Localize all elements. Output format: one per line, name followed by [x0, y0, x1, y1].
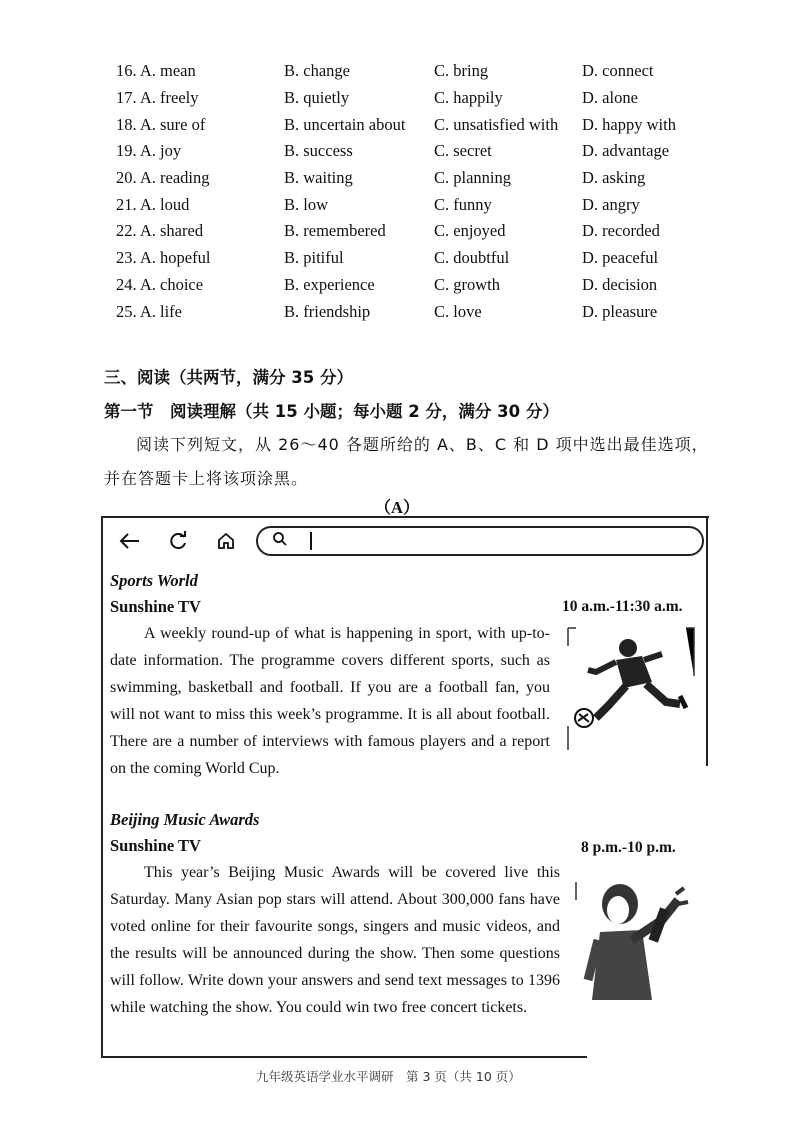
programme-title: Beijing Music Awards [110, 810, 260, 829]
option-row [116, 191, 756, 218]
option-c: C. happily [434, 88, 503, 108]
page-footer: 九年级英语学业水平调研 第 3 页（共 10 页） [256, 1069, 521, 1084]
option-row [116, 111, 756, 138]
option-c: C. enjoyed [434, 221, 506, 241]
text-caret [310, 532, 312, 550]
option-row [116, 165, 756, 192]
option-row [116, 272, 756, 299]
option-b: B. waiting [284, 168, 353, 188]
programme-time: 8 p.m.-10 p.m. [581, 839, 676, 856]
programme-title: Sports World [110, 571, 198, 590]
browser-toolbar [118, 526, 708, 556]
option-d: D. pleasure [582, 301, 658, 321]
option-d: D. alone [582, 88, 638, 108]
search-icon[interactable] [272, 531, 288, 551]
programme-channel: Sunshine TV [110, 836, 201, 855]
option-d: D. advantage [582, 141, 670, 161]
option-c: C. unsatisfied with [434, 114, 559, 134]
option-c: C. bring [434, 61, 489, 81]
option-a: 21. A. loud [116, 194, 190, 214]
option-a: 24. A. choice [116, 274, 204, 294]
option-d: D. asking [582, 168, 646, 188]
option-c: C. growth [434, 274, 500, 294]
section-subtitle: 第一节 阅读理解（共 15 小题；每小题 2 分，满分 30 分） [104, 402, 559, 421]
option-row [116, 58, 756, 85]
search-input[interactable] [298, 530, 692, 552]
option-c: C. planning [434, 168, 511, 188]
option-d: D. decision [582, 274, 658, 294]
option-a: 23. A. hopeful [116, 248, 211, 268]
option-b: B. success [284, 141, 353, 161]
programme-time: 10 a.m.-11:30 a.m. [562, 598, 683, 615]
option-c: C. love [434, 301, 482, 321]
option-d: D. recorded [582, 221, 660, 241]
option-b: B. change [284, 61, 350, 81]
option-b: B. uncertain about [284, 114, 406, 134]
frame-border-bottom [101, 1056, 587, 1058]
option-c: C. secret [434, 141, 492, 161]
option-row [116, 85, 756, 112]
option-a: 16. A. mean [116, 61, 196, 81]
option-b: B. friendship [284, 301, 371, 321]
option-a: 25. A. life [116, 301, 182, 321]
option-row [116, 245, 756, 272]
option-row [116, 218, 756, 245]
programme-channel: Sunshine TV [110, 597, 201, 616]
option-b: B. quietly [284, 88, 350, 108]
option-b: B. remembered [284, 221, 386, 241]
programme-description: This year’s Beijing Music Awards will be covered live this Saturday. Many Asian pop stars will attend. About 300,000 fans have voted online for their favourite songs, singers and music videos, and the results will be announced during the show. Then some questions will follow. Write down your answers and send text messages to 1396 while watching the show. You could win two free concert tickets. [110, 864, 560, 1016]
option-a: 19. A. joy [116, 141, 182, 161]
option-row [116, 298, 756, 325]
option-b: B. low [284, 194, 329, 214]
option-d: D. happy with [582, 114, 676, 134]
option-d: D. connect [582, 61, 654, 81]
option-a: 22. A. shared [116, 221, 204, 241]
refresh-icon[interactable] [166, 528, 190, 554]
option-d: D. peaceful [582, 248, 659, 268]
back-arrow-icon[interactable] [118, 528, 142, 554]
option-a: 18. A. sure of [116, 114, 206, 134]
programme-description: A weekly round-up of what is happening in sport, with up-to-date information. The programme covers different sports, such as swimming, basketball and football. If you are a football fan, you will not want to miss this week’s programme. It is all about football. There are a number of interviews with famous players and a report on the coming World Cup. [110, 625, 550, 777]
search-bar[interactable] [256, 526, 704, 556]
option-b: B. experience [284, 274, 375, 294]
passage-label: （A） [374, 498, 420, 517]
option-row [116, 138, 756, 165]
options-table [116, 58, 756, 325]
option-c: C. funny [434, 194, 492, 214]
singer-image [572, 880, 706, 1004]
instruction-text: 阅读下列短文，从 26～40 各题所给的 A、B、C 和 D 项中选出最佳选项，并在答题卡上将该项涂黑。 [104, 435, 709, 488]
section-title: 三、阅读（共两节，满分 35 分） [104, 368, 353, 387]
option-c: C. doubtful [434, 248, 510, 268]
football-player-image [566, 626, 696, 750]
option-d: D. angry [582, 194, 640, 214]
option-a: 20. A. reading [116, 168, 210, 188]
option-a: 17. A. freely [116, 88, 199, 108]
option-b: B. pitiful [284, 248, 344, 268]
home-icon[interactable] [214, 528, 238, 554]
